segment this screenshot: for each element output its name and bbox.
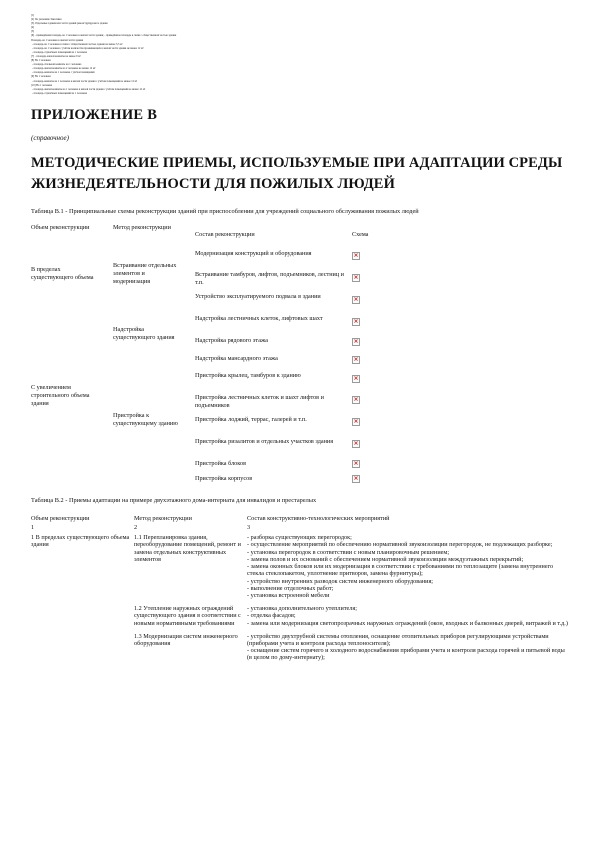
table2-column-number: 1 <box>31 524 35 532</box>
measure-item: - установка встроенной мебели <box>247 591 330 599</box>
footnotes-block <box>31 14 569 96</box>
document-page <box>31 14 569 662</box>
footnote-line: - площадь комнаты на 1 человека с учётом помещений <box>32 71 95 75</box>
appendix-reference-note: (справочное) <box>31 133 69 142</box>
scheme-image-icon: × <box>353 252 359 260</box>
table2-number-row <box>31 522 571 534</box>
table1-scope-existing: В пределах существующего объема <box>31 266 94 281</box>
scheme-image-icon: × <box>353 356 359 364</box>
table2-caption: Таблица В.2 - Приемы адаптации на примере двухэтажного дома-интерната для инвалидов и престарелых <box>31 497 317 505</box>
footnote-line: [2] По указанию Заказчика <box>31 18 62 22</box>
table1-item: Устройство эксплуатируемого подвала в здании <box>195 293 321 301</box>
scheme-image-icon: × <box>353 460 359 468</box>
table2-header-method: Метод реконструкции <box>134 514 192 522</box>
footnote-line: [3] Отдельные здания или части зданий реконструируемого здания <box>31 22 108 26</box>
table2-measures-cell <box>247 627 571 662</box>
scheme-image-icon: × <box>353 375 359 383</box>
table2-header-scope: Объем реконструкции <box>31 514 90 522</box>
footnote-line: - площадь на 1 человека с учётом количества проживающих в жилой части здания не менее 12 м² <box>32 46 144 50</box>
footnote-line: - площадь служебных помещений на 1 человека <box>32 50 88 54</box>
table2-method-cell: 1.2 Утепление наружных ограждений существующего здания в соответствии с новыми нормативными требованиями <box>134 605 241 627</box>
table2-column-number: 2 <box>134 524 138 532</box>
measure-item: - замена полов и их оснований с обеспечением нормативной звукоизоляции междуэтажных перекрытий; <box>247 555 524 563</box>
table1-item: Надстройка лестничных клеток, лифтовых шахт <box>195 315 323 323</box>
table1-item: Пристройка блоков <box>195 460 246 468</box>
scheme-image-icon: × <box>353 418 359 426</box>
table2-scope-cell <box>31 599 134 627</box>
table1-method-annex: Пристройка к существующему зданию <box>113 412 178 427</box>
footnote-line: [1] <box>31 14 35 17</box>
measure-item: - установка перегородок в соответствии с новым планировочным решением; <box>247 548 450 556</box>
table1-item: Пристройка корпусов <box>195 475 253 483</box>
appendix-main-title: МЕТОДИЧЕСКИЕ ПРИЕМЫ, ИСПОЛЬЗУЕМЫЕ ПРИ АДАПТАЦИИ СРЕДЫ ЖИЗНЕДЕЯТЕЛЬНОСТИ ДЛЯ ПОЖИЛЫХ ЛЮДЕЙ <box>31 154 563 193</box>
footnote-line: [10] На 1 человека <box>31 83 53 87</box>
scheme-image-icon: × <box>353 338 359 346</box>
measure-item: - установка дополнительного утеплителя; <box>247 605 357 613</box>
table1-item: Пристройка лестничных клеток и шахт лифтов и подъемников <box>195 394 324 409</box>
table1-header-composition: Состав реконструкции <box>195 231 255 239</box>
measure-item: - устройство двухтрубной системы отопления, оснащение отопительных приборов регулирующими устройствами (приборами учета и контроля расхода теплоносителя); <box>247 632 549 647</box>
table1-reconstruction-schemes <box>31 224 571 486</box>
footnote-line: - площадь жилой комнаты на 1 человека в жилой части здания с учётом помещений не менее 12 м² <box>32 87 146 91</box>
scheme-image-icon: × <box>353 440 359 448</box>
table2-header-measures: Состав конструктивно-технологических мероприятий <box>247 514 390 522</box>
footnote-line: - площадь служебных помещений на 1 человека <box>32 91 88 95</box>
table2-method-cell: 1.1 Перепланировка здания, переоборудование помещений, ремонт и замена отдельных конструктивных элементов <box>134 534 241 563</box>
footnote-line: [9] На 1 человека <box>31 75 51 79</box>
footnote-line: - площадь комнаты на 1 человека в жилой части здания с учётом помещений не менее 12 м² <box>32 79 138 83</box>
measure-item: - замена оконных блоков или их модернизация в соответствии с требованиями по теплозащите (замена внутреннего стекла стеклопакетом, уплотнение притворов, замена фурнитуры); <box>247 563 554 578</box>
table-row <box>31 534 571 599</box>
table2-measures-cell <box>247 534 571 599</box>
scheme-image-icon: × <box>353 396 359 404</box>
scheme-image-icon: × <box>353 296 359 304</box>
table1-item: Пристройка крылец, тамбуров к зданию <box>195 372 301 380</box>
table2-scope-cell: 1 В пределах существующего объема здания <box>31 534 130 549</box>
table2-header-row <box>31 515 571 522</box>
scheme-image-icon: × <box>353 274 359 282</box>
table1-method-embedding: Встраивание отдельных элементов и модернизация <box>113 262 177 285</box>
table-row <box>31 627 571 662</box>
measure-item: - разборка существующих перегородок; <box>247 534 352 542</box>
footnote-line: [8] На 1 человека <box>31 59 51 63</box>
table-row <box>31 599 571 627</box>
appendix-title: ПРИЛОЖЕНИЕ В <box>31 106 158 123</box>
table1-header-method: Метод реконструкции <box>113 224 171 232</box>
table1-item: Модернизация конструкций и оборудования <box>195 250 312 258</box>
table1-scope-extended: С увеличением строительного объема здания <box>31 384 90 407</box>
measure-item: - замена или модернизация светопрозрачных наружных ограждений (окон, входных и балконных дверей, витражей и т.д.) <box>247 619 568 627</box>
table1-item: Пристройка ризалитов и отдельных участков здания <box>195 438 334 446</box>
measure-item: - устройство внутренних разводок систем инженерного оборудования; <box>247 577 434 585</box>
footnote-line: Площадь на 1 человека в жилой части здания <box>31 38 84 42</box>
scheme-image-icon: × <box>353 475 359 483</box>
measure-item: - отделка фасадов; <box>247 612 296 620</box>
table1-item: Надстройка рядового этажа <box>195 337 268 345</box>
table1-caption: Таблица В.1 - Принципиальные схемы реконструкции зданий при приспособлении для учреждений социального обслуживания пожилых людей <box>31 207 419 215</box>
table1-item: Пристройка лоджий, террас, галерей и т.п. <box>195 416 307 424</box>
footnote-line: [6] - приведённая площадь на 1 человека в жилой части здания; - приведённая площадь в связи с общественной частью здания <box>31 34 177 38</box>
footnote-line: - площадь на 1 человека в связи с общественной частью здания не менее 3,5 м² <box>32 42 123 46</box>
footnote-line: [4] <box>31 26 35 30</box>
measure-item: - осуществление мероприятий по обеспечению нормативной звукоизоляции перегородок, не подлежащих разборке; <box>247 541 553 549</box>
scheme-image-icon: × <box>353 318 359 326</box>
table2-column-number: 3 <box>247 524 251 532</box>
table1-item: Надстройка мансардного этажа <box>195 355 278 363</box>
table2-method-cell: 1.3 Модернизация систем инженерного оборудования <box>134 632 238 647</box>
table2-measures-cell <box>247 599 571 627</box>
table1-method-superstructure: Надстройка существующего здания <box>113 326 175 341</box>
footnote-line: - площадь жилой комнаты на 2 человека не менее 12 м² <box>32 67 96 71</box>
table2-scope-cell <box>31 627 134 662</box>
measure-item: - выполнение отделочных работ; <box>247 584 334 592</box>
footnote-line: - площадь спальной комнаты на 1 человека <box>32 63 82 67</box>
table1-header-scope: Объем реконструкции <box>31 224 90 232</box>
footnote-line: [5] <box>31 30 35 34</box>
footnote-line: [7] - площадь жилой комнаты не менее 9 м² <box>31 54 81 58</box>
table2-adaptation-methods <box>31 515 571 662</box>
table1-item: Встраивание тамбуров, лифтов, подъемников, лестниц и т.п. <box>195 271 344 286</box>
table1-header-scheme: Схема <box>352 231 369 239</box>
measure-item: - оснащение систем горячего и холодного водоснабжения приборами учета и контроля расхода горячей и питьевой воды (в целом по дому-интернату); <box>247 647 565 662</box>
